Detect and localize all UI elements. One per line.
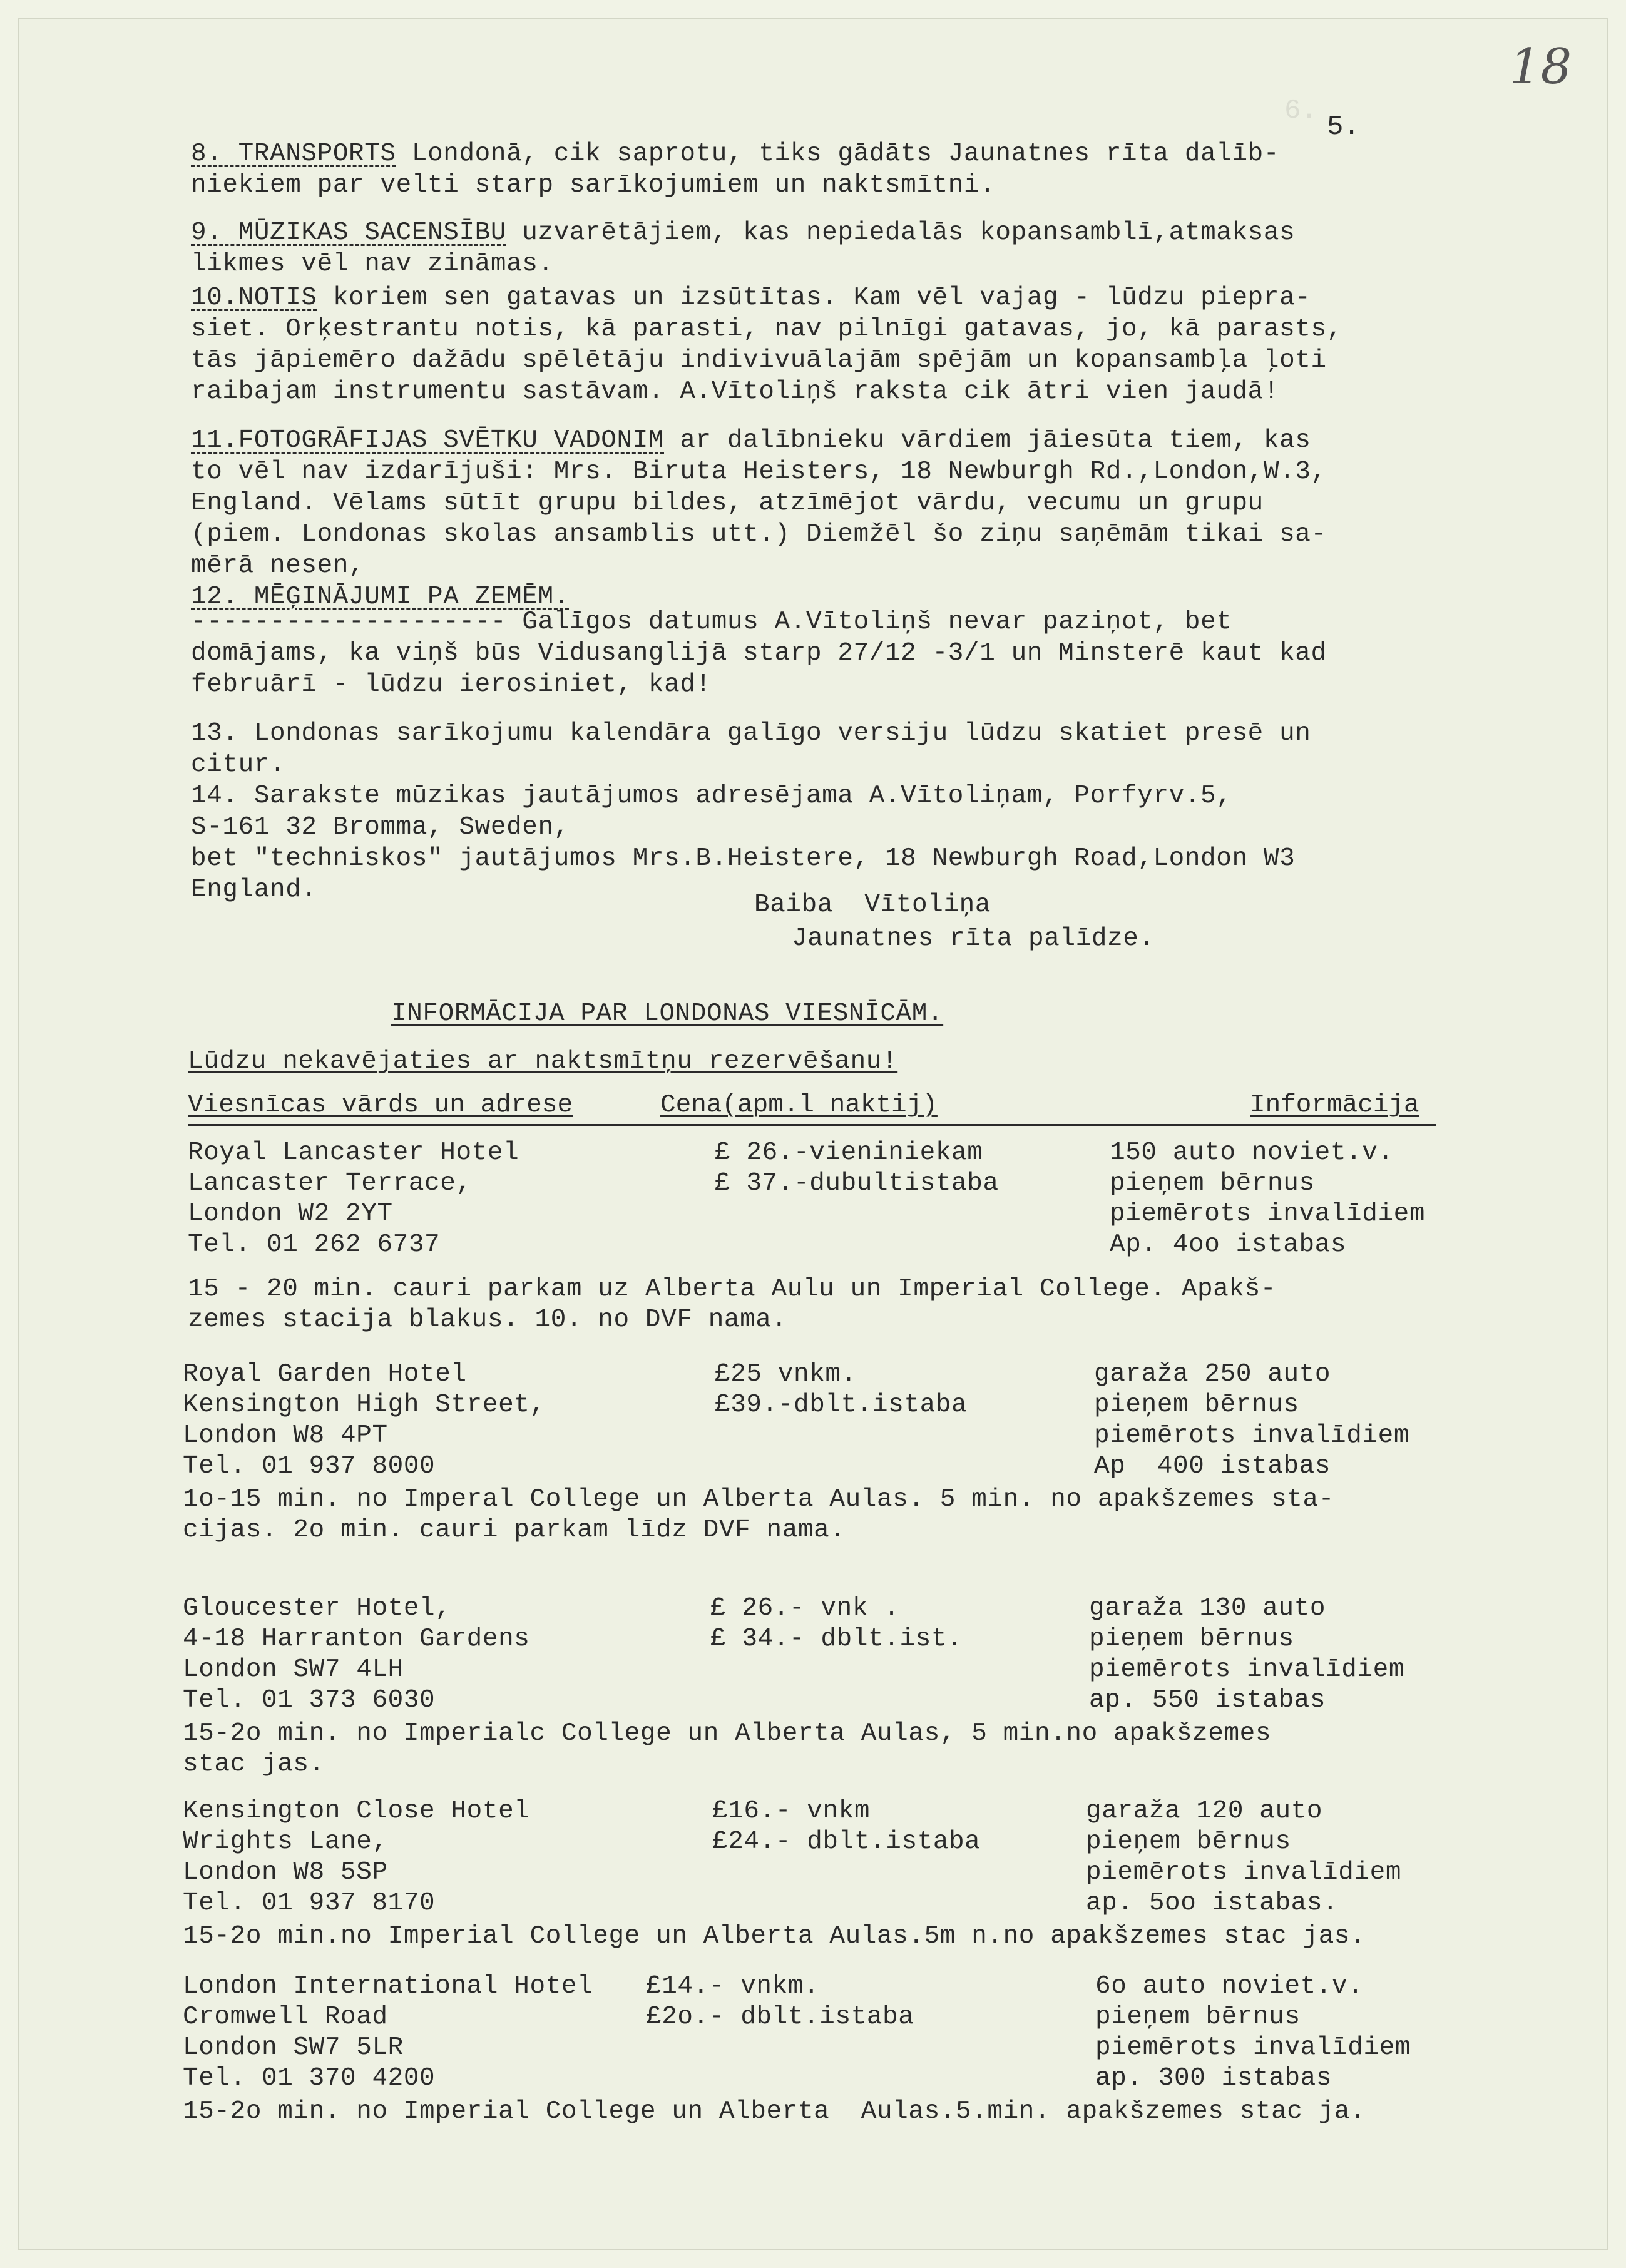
hotel-1-address-line: London W2 2YT bbox=[188, 1200, 393, 1228]
hotel-5-note-line: 15-2o min. no Imperial College un Alberta Aulas.5.min. apakšzemes stac ja. bbox=[183, 2097, 1366, 2126]
section-11-line-4: (piem. Londonas skolas ansamblis utt.) Diemžēl šo ziņu saņēmām tikai sa- bbox=[191, 520, 1327, 549]
hotel-2-note-line: cijas. 2o min. cauri parkam līdz DVF nama. bbox=[183, 1516, 846, 1545]
hotel-5-info-line: ap. 300 istabas bbox=[1095, 2064, 1332, 2093]
hotel-3-info-line: piemērots invalīdiem bbox=[1089, 1655, 1405, 1684]
hotel-1-info-line: piemērots invalīdiem bbox=[1110, 1200, 1426, 1228]
hotel-4-address-line: London W8 5SP bbox=[183, 1858, 388, 1887]
hotel-2-price-line: £25 vnkm. bbox=[715, 1360, 857, 1389]
hotels-title: INFORMĀCIJA PAR LONDONAS VIESNĪCĀM. bbox=[391, 999, 944, 1028]
section-10-line-1: 10.NOTIS koriem sen gatavas un izsūtītas. Kam vēl vajag - lūdzu piepra- bbox=[191, 284, 1311, 312]
hotel-4-price-line: £16.- vnkm bbox=[712, 1797, 871, 1826]
section-11-line-2: to vēl nav izdarījuši: Mrs. Biruta Heisters, 18 Newburgh Rd.,London,W.3, bbox=[191, 457, 1327, 486]
section-14-line-1: 14. Sarakste mūzikas jautājumos adresējama A.Vītoliņam, Porfyrv.5, bbox=[191, 782, 1232, 810]
hotel-2-address-line: London W8 4PT bbox=[183, 1421, 388, 1450]
hotel-1-price-line: £ 37.-dubultistaba bbox=[715, 1169, 999, 1198]
section-8-heading: 8. TRANSPORTS bbox=[191, 140, 396, 168]
hotel-5-info-line: 6o auto noviet.v. bbox=[1095, 1972, 1364, 2001]
hotel-5-address-line: Cromwell Road bbox=[183, 2003, 388, 2031]
section-14-line-4: England. bbox=[191, 876, 317, 904]
section-12-line-2: domājams, ka viņš būs Vidusanglijā starp 27/12 -3/1 un Minsterē kaut kad bbox=[191, 639, 1327, 668]
hotel-1-price-line: £ 26.-vieniniekam bbox=[715, 1138, 983, 1167]
column-header-price: Cena(apm.l naktij) bbox=[660, 1091, 938, 1120]
hotel-4-info-line: ap. 5oo istabas. bbox=[1086, 1889, 1339, 1918]
hotel-5-price-line: £2o.- dblt.istaba bbox=[646, 2003, 914, 2031]
hotel-3-note-line: 15-2o min. no Imperialc College un Alberta Aulas, 5 min.no apakšzemes bbox=[183, 1719, 1272, 1748]
bleed-page-number: 6. bbox=[1284, 95, 1317, 126]
hotel-5-info-line: pieņem bērnus bbox=[1095, 2003, 1301, 2031]
hotel-3-address-line: Tel. 01 373 6030 bbox=[183, 1686, 436, 1715]
section-11-line-1: 11.FOTOGRĀFIJAS SVĒTKU VADONIM ar dalībnieku vārdiem jāiesūta tiem, kas bbox=[191, 426, 1311, 455]
signature-role: Jaunatnes rīta palīdze. bbox=[792, 924, 1155, 953]
header-rule bbox=[188, 1124, 1436, 1126]
signature-name: Baiba Vītoliņa bbox=[754, 891, 991, 919]
section-9-heading: 9. MŪZIKAS SACENSĪBU bbox=[191, 218, 507, 247]
hotel-3-address-line: London SW7 4LH bbox=[183, 1655, 404, 1684]
hotel-1-address-line: Royal Lancaster Hotel bbox=[188, 1138, 519, 1167]
hotel-5-price-line: £14.- vnkm. bbox=[646, 1972, 820, 2001]
hotel-4-address-line: Wrights Lane, bbox=[183, 1827, 388, 1856]
section-12-dashes: -------------------- bbox=[191, 608, 507, 636]
column-header-info: Informācija bbox=[1250, 1091, 1419, 1120]
section-12-heading: 12. MĒĢINĀJUMI PA ZEMĒM. bbox=[191, 583, 570, 611]
hotel-3-note-line: stac jas. bbox=[183, 1750, 325, 1779]
section-12-line-1: -------------------- Galīgos datumus A.Vītoliņš nevar paziņot, bet bbox=[191, 608, 1232, 636]
hotel-4-info-line: garaža 120 auto bbox=[1086, 1797, 1323, 1826]
section-14-line-2: S-161 32 Bromma, Sweden, bbox=[191, 813, 570, 842]
hotel-3-price-line: £ 34.- dblt.ist. bbox=[710, 1625, 963, 1653]
hotel-2-note-line: 1o-15 min. no Imperal College un Alberta Aulas. 5 min. no apakšzemes sta- bbox=[183, 1485, 1334, 1514]
page-number: 5. bbox=[1327, 111, 1360, 143]
section-9-line-2: likmes vēl nav zināmas. bbox=[191, 250, 554, 278]
hotel-4-price-line: £24.- dblt.istaba bbox=[712, 1827, 981, 1856]
hotel-3-info-line: garaža 130 auto bbox=[1089, 1594, 1326, 1623]
section-12-line-3: februārī - lūdzu ierosiniet, kad! bbox=[191, 670, 712, 699]
hotel-1-note-line: zemes stacija blakus. 10. no DVF nama. bbox=[188, 1305, 787, 1334]
handwritten-page-mark: 18 bbox=[1510, 39, 1572, 95]
hotel-4-note-line: 15-2o min.no Imperial College un Alberta Aulas.5m n.no apakšzemes stac jas. bbox=[183, 1922, 1366, 1951]
hotel-4-info-line: pieņem bērnus bbox=[1086, 1827, 1291, 1856]
section-11-line-3: England. Vēlams sūtīt grupu bildes, atzīmējot vārdu, vecumu un grupu bbox=[191, 489, 1264, 518]
hotel-2-info-line: piemērots invalīdiem bbox=[1094, 1421, 1410, 1450]
section-13-line-2: citur. bbox=[191, 750, 286, 779]
section-8-line-1: 8. TRANSPORTS Londonā, cik saprotu, tiks gādāts Jaunatnes rīta dalīb- bbox=[191, 140, 1280, 168]
hotel-3-address-line: 4-18 Harranton Gardens bbox=[183, 1625, 530, 1653]
section-13-line-1: 13. Londonas sarīkojumu kalendāra galīgo versiju lūdzu skatiet presē un bbox=[191, 719, 1311, 748]
section-9-line-1: 9. MŪZIKAS SACENSĪBU uzvarētājiem, kas nepiedalās kopansamblī,atmaksas bbox=[191, 218, 1296, 247]
hotel-1-note-line: 15 - 20 min. cauri parkam uz Alberta Aulu un Imperial College. Apakš- bbox=[188, 1275, 1277, 1304]
hotel-2-info-line: Ap 400 istabas bbox=[1094, 1452, 1331, 1481]
hotel-3-price-line: £ 26.- vnk . bbox=[710, 1594, 900, 1623]
hotel-2-price-line: £39.-dblt.istaba bbox=[715, 1391, 968, 1419]
section-10-heading: 10.NOTIS bbox=[191, 284, 317, 312]
hotel-2-address-line: Tel. 01 937 8000 bbox=[183, 1452, 436, 1481]
hotel-5-info-line: piemērots invalīdiem bbox=[1095, 2033, 1411, 2062]
hotel-3-info-line: ap. 550 istabas bbox=[1089, 1686, 1326, 1715]
section-10-line-2: siet. Orķestrantu notis, kā parasti, nav pilnīgi gatavas, jo, kā parasts, bbox=[191, 315, 1342, 344]
hotel-2-info-line: garaža 250 auto bbox=[1094, 1360, 1331, 1389]
hotel-2-info-line: pieņem bērnus bbox=[1094, 1391, 1299, 1419]
hotel-5-address-line: London International Hotel bbox=[183, 1972, 593, 2001]
hotel-3-info-line: pieņem bērnus bbox=[1089, 1625, 1294, 1653]
hotel-4-info-line: piemērots invalīdiem bbox=[1086, 1858, 1402, 1887]
hotel-2-address-line: Royal Garden Hotel bbox=[183, 1360, 467, 1389]
hotel-4-address-line: Kensington Close Hotel bbox=[183, 1797, 530, 1826]
hotel-1-address-line: Lancaster Terrace, bbox=[188, 1169, 472, 1198]
section-8-line-2: niekiem par velti starp sarīkojumiem un naktsmītni. bbox=[191, 171, 996, 200]
hotel-1-info-line: 150 auto noviet.v. bbox=[1110, 1138, 1394, 1167]
hotel-1-info-line: Ap. 4oo istabas bbox=[1110, 1230, 1347, 1259]
hotel-1-address-line: Tel. 01 262 6737 bbox=[188, 1230, 441, 1259]
hotel-5-address-line: Tel. 01 370 4200 bbox=[183, 2064, 436, 2093]
reservation-notice: Lūdzu nekavējaties ar naktsmītņu rezervēšanu! bbox=[188, 1047, 898, 1076]
section-10-line-3: tās jāpiemēro dažādu spēlētāju indivivuālajām spējām un kopansambļa ļoti bbox=[191, 346, 1327, 375]
section-10-line-4: raibajam instrumentu sastāvam. A.Vītoliņš raksta cik ātri vien jaudā! bbox=[191, 377, 1280, 406]
section-14-line-3: bet "techniskos" jautājumos Mrs.B.Heistere, 18 Newburgh Road,London W3 bbox=[191, 844, 1296, 873]
section-11-line-5: mērā nesen, bbox=[191, 551, 365, 580]
hotel-4-address-line: Tel. 01 937 8170 bbox=[183, 1889, 436, 1918]
hotel-3-address-line: Gloucester Hotel, bbox=[183, 1594, 451, 1623]
hotel-1-info-line: pieņem bērnus bbox=[1110, 1169, 1315, 1198]
hotel-2-address-line: Kensington High Street, bbox=[183, 1391, 546, 1419]
section-11-heading: 11.FOTOGRĀFIJAS SVĒTKU VADONIM bbox=[191, 426, 665, 455]
column-header-name: Viesnīcas vārds un adrese bbox=[188, 1091, 573, 1120]
hotel-5-address-line: London SW7 5LR bbox=[183, 2033, 404, 2062]
